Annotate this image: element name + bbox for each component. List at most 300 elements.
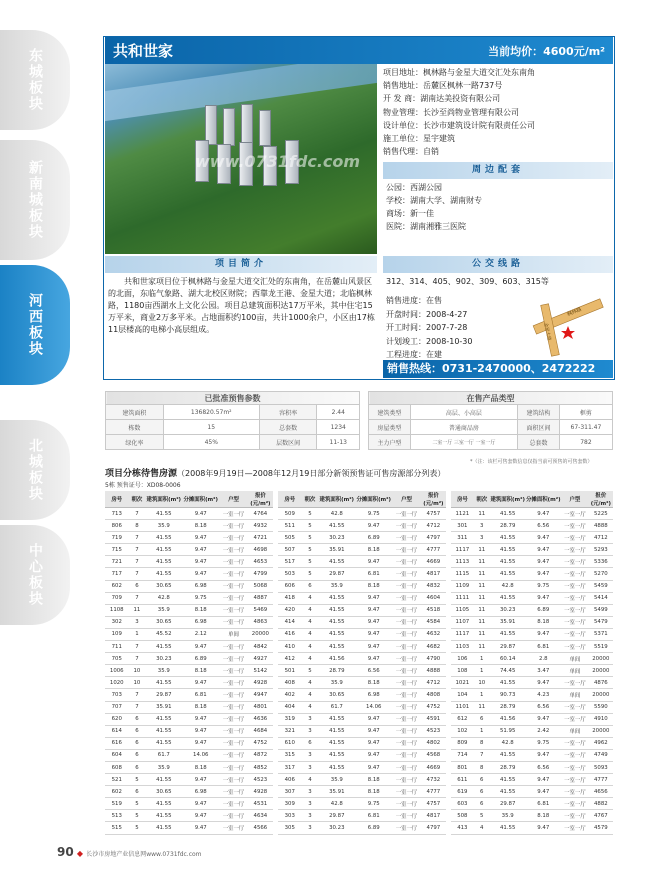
table-cell: 41.55	[145, 737, 182, 749]
col-header: 朝次	[129, 491, 146, 508]
table-row	[105, 713, 273, 725]
table-row	[451, 580, 613, 592]
table-cell: 614	[105, 725, 129, 737]
table-cell: 29.87	[145, 689, 182, 701]
table-cell: 311	[451, 532, 474, 544]
table-cell: 单间	[561, 725, 589, 737]
table-cell: 9.47	[525, 749, 561, 761]
table-cell: 一室一厅	[219, 725, 248, 737]
table-cell: 9.47	[182, 568, 219, 580]
table-cell: 一室一厅	[219, 737, 248, 749]
tab-hexi[interactable]: 河西板块	[0, 265, 70, 385]
table-row	[451, 798, 613, 810]
table-cell: 一室一厅	[561, 774, 589, 786]
table-cell: 41.56	[490, 713, 526, 725]
table-row	[451, 749, 613, 761]
table-cell: 41.55	[145, 641, 182, 653]
table-cell: 一室一厅	[219, 556, 248, 568]
table-cell: 9.47	[525, 786, 561, 798]
table-cell: 一室一厅	[392, 689, 421, 701]
table-cell: 35.9	[145, 520, 182, 532]
table-row	[278, 604, 446, 616]
table-cell: 619	[451, 786, 474, 798]
table-cell: 9.47	[355, 749, 392, 761]
table-cell: 3	[302, 725, 319, 737]
table-cell: 5093	[589, 761, 613, 773]
table-cell: 4	[302, 616, 319, 628]
table-cell: 41.55	[490, 544, 526, 556]
table-row	[278, 713, 446, 725]
table-cell: 41.55	[490, 592, 526, 604]
table-cell: 9.47	[525, 774, 561, 786]
table-cell: 5	[129, 798, 146, 810]
table-cell: 一室一厅	[561, 592, 589, 604]
table-cell: 4579	[589, 822, 613, 834]
table-cell: 35.9	[318, 677, 355, 689]
table-cell: 28.79	[490, 761, 526, 773]
table-cell: 4852	[248, 761, 273, 773]
table-row	[451, 520, 613, 532]
table-cell: 9.75	[525, 580, 561, 592]
table-cell: 3.47	[525, 665, 561, 677]
table-cell: 9.75	[525, 737, 561, 749]
table-row	[451, 713, 613, 725]
table-cell: 41.55	[318, 737, 355, 749]
table-cell: 6	[302, 580, 319, 592]
table-cell: 4799	[248, 568, 273, 580]
table-cell: 3	[129, 616, 146, 628]
table-cell: 41.55	[490, 677, 526, 689]
table-cell: 521	[105, 774, 129, 786]
table-cell: 3	[302, 786, 319, 798]
table-cell: 11	[474, 628, 490, 640]
table-cell: 4591	[421, 713, 446, 725]
table-cell: 6.81	[355, 810, 392, 822]
table-cell: 404	[278, 701, 302, 713]
table-cell: 一室一厅	[392, 653, 421, 665]
table-cell: 7	[474, 749, 490, 761]
table-cell: 7	[129, 508, 146, 520]
table-cell: 4	[474, 822, 490, 834]
table-cell: 4669	[421, 556, 446, 568]
table-cell: 单间	[219, 628, 248, 640]
table-cell: 707	[105, 701, 129, 713]
table-cell: 4698	[248, 544, 273, 556]
tab-beicheng[interactable]: 北城板块	[0, 420, 70, 520]
table-cell: 一室一厅	[219, 641, 248, 653]
table-cell: 41.55	[145, 532, 182, 544]
table-cell: 319	[278, 713, 302, 725]
table-cell: 41.55	[490, 556, 526, 568]
col-header: 分摊面积(m²)	[525, 491, 561, 508]
table-cell: 20000	[589, 653, 613, 665]
col-header: 户型	[392, 491, 421, 508]
location-star-icon	[561, 326, 575, 339]
table-cell: 4523	[248, 774, 273, 786]
table-cell: 4928	[248, 677, 273, 689]
table-cell: 5142	[248, 665, 273, 677]
table-cell: 9.47	[182, 532, 219, 544]
table-cell: 5371	[589, 628, 613, 640]
table-cell: 一室一厅	[219, 580, 248, 592]
table-cell: 一室一厅	[219, 774, 248, 786]
table-cell: 41.55	[318, 725, 355, 737]
table-row	[278, 520, 446, 532]
table-cell: 一室一厅	[219, 822, 248, 834]
table-cell: 6.56	[525, 701, 561, 713]
table-cell: 503	[278, 568, 302, 580]
table-cell: 511	[278, 520, 302, 532]
table-cell: 4	[302, 641, 319, 653]
section-head-bus: 公交线路	[383, 256, 613, 273]
table-cell: 一室一厅	[561, 628, 589, 640]
table-cell: 11	[474, 568, 490, 580]
bus-lines: 312、314、405、902、309、603、315等	[386, 277, 549, 286]
map-road-side: 金星大道	[542, 322, 552, 342]
col-header: 报价(元/m²)	[421, 491, 446, 508]
table-cell: 9.47	[355, 725, 392, 737]
table-cell: 6	[129, 737, 146, 749]
table-cell: 一室一厅	[219, 810, 248, 822]
listing-table-1	[105, 491, 273, 835]
table-cell: 一室一厅	[392, 520, 421, 532]
table-cell: 41.55	[490, 508, 526, 520]
table-cell: 1	[474, 689, 490, 701]
table-cell: 9.47	[525, 677, 561, 689]
table-cell: 41.55	[490, 774, 526, 786]
table-cell: 4817	[421, 568, 446, 580]
table-cell: 9.47	[525, 592, 561, 604]
table-cell: 9.47	[182, 556, 219, 568]
table-cell: 30.65	[145, 786, 182, 798]
table-cell: 45.52	[145, 628, 182, 640]
table-cell: 9.75	[355, 798, 392, 810]
table-cell: 4910	[589, 713, 613, 725]
table-cell: 9.47	[182, 544, 219, 556]
table-cell: 5469	[248, 604, 273, 616]
table-row	[451, 568, 613, 580]
table-cell: 6.89	[182, 653, 219, 665]
table-cell: 416	[278, 628, 302, 640]
table-row	[278, 665, 446, 677]
table-cell: 一室一厅	[392, 556, 421, 568]
table-cell: 35.9	[318, 580, 355, 592]
table-cell: 5499	[589, 604, 613, 616]
table-cell: 单间	[561, 665, 589, 677]
table-cell: 一室一厅	[219, 616, 248, 628]
table-cell: 一室一厅	[392, 798, 421, 810]
table-cell: 41.55	[145, 508, 182, 520]
table-cell: 3	[302, 749, 319, 761]
table-row	[105, 701, 273, 713]
table-cell: 一室一厅	[392, 568, 421, 580]
table-cell: 42.8	[145, 592, 182, 604]
watermark-text: www.0731fdc.com	[195, 152, 361, 171]
table-cell: 420	[278, 604, 302, 616]
table-cell: 30.65	[145, 580, 182, 592]
table-cell: 一室一厅	[219, 520, 248, 532]
table-cell: 6	[129, 786, 146, 798]
table-cell: 一室一厅	[392, 701, 421, 713]
table-cell: 611	[451, 774, 474, 786]
table-cell: 9.47	[525, 544, 561, 556]
table-cell: 4842	[248, 641, 273, 653]
table-cell: 6	[129, 580, 146, 592]
table-cell: 41.55	[490, 749, 526, 761]
tab-zhongxin[interactable]: 中心板块	[0, 525, 70, 625]
table-cell: 4777	[421, 786, 446, 798]
table-cell: 321	[278, 725, 302, 737]
table-cell: 7	[129, 556, 146, 568]
table-cell: 41.55	[145, 810, 182, 822]
table-cell: 4927	[248, 653, 273, 665]
table-cell: 35.9	[145, 665, 182, 677]
table-cell: 一室一厅	[561, 616, 589, 628]
table-cell: 41.55	[145, 544, 182, 556]
table-cell: 714	[451, 749, 474, 761]
table-cell: 410	[278, 641, 302, 653]
table-cell: 11	[474, 616, 490, 628]
table-cell: 一室一厅	[392, 810, 421, 822]
table-row	[105, 616, 273, 628]
table-row	[451, 677, 613, 689]
table-row	[278, 616, 446, 628]
table-cell: 一室一厅	[392, 774, 421, 786]
table-row	[278, 532, 446, 544]
table-cell: 8	[129, 520, 146, 532]
table-cell: 一室一厅	[219, 592, 248, 604]
table-cell: 41.55	[145, 822, 182, 834]
listing-table-2	[278, 491, 446, 835]
table-cell: 6.56	[525, 761, 561, 773]
table-cell: 5	[302, 508, 319, 520]
table-cell: 7	[129, 701, 146, 713]
col-header: 报价(元/m²)	[248, 491, 273, 508]
table-row	[105, 689, 273, 701]
table-cell: 315	[278, 749, 302, 761]
table-cell: 35.9	[490, 810, 526, 822]
table-cell: 1115	[451, 568, 474, 580]
table-cell: 4790	[421, 653, 446, 665]
table-cell: 412	[278, 653, 302, 665]
table-cell: 3	[302, 798, 319, 810]
table-cell: 2.8	[525, 653, 561, 665]
table-row	[451, 532, 613, 544]
table-cell: 1	[474, 665, 490, 677]
table-cell: 9.47	[182, 508, 219, 520]
table-cell: 602	[105, 786, 129, 798]
table-cell: 9.47	[182, 737, 219, 749]
table-cell: 1103	[451, 641, 474, 653]
product-types-title: 在售产品类型	[369, 392, 613, 405]
table-cell: 102	[451, 725, 474, 737]
table-cell: 7	[129, 532, 146, 544]
table-cell: 1113	[451, 556, 474, 568]
table-cell: 35.9	[145, 604, 182, 616]
table-cell: 4634	[248, 810, 273, 822]
table-cell: 6	[474, 713, 490, 725]
table-cell: 单间	[561, 653, 589, 665]
table-cell: 501	[278, 665, 302, 677]
table-cell: 8.18	[355, 786, 392, 798]
project-intro-text: 共和世家项目位于枫林路与金星大道交汇处的东南角，在岳麓山风景区的北面，东临气象路、湖大北校区财院；西靠龙王港、金星大道；北临枫林路，1180亩西湖水上文化公园。项目总建筑面积达17万平米，其中住宅15万平米，商业2万多平米。占地面积约100亩，共计1000余户，小区由17栋11层楼高的电梯小高层组成。	[108, 277, 375, 334]
table-cell: 721	[105, 556, 129, 568]
sales-schedule: 销售进度：在售 开盘时间：2008-4-27 开工时间：2007-7-28 计划竣工：2008-10-30 工程进度：在建	[386, 296, 473, 359]
table-cell: 28.79	[490, 701, 526, 713]
table-cell: 9.47	[182, 725, 219, 737]
table-cell: 709	[105, 592, 129, 604]
table-cell: 303	[278, 810, 302, 822]
table-cell: 9.47	[355, 641, 392, 653]
table-cell: 7	[129, 568, 146, 580]
table-cell: 9.47	[525, 532, 561, 544]
table-cell: 一室一厅	[219, 713, 248, 725]
table-cell: 一室一厅	[561, 641, 589, 653]
table-cell: 5	[302, 556, 319, 568]
table-cell: 4732	[421, 774, 446, 786]
table-cell: 一室一厅	[392, 713, 421, 725]
table-cell: 42.8	[318, 508, 355, 520]
table-row	[278, 556, 446, 568]
table-cell: 一室一厅	[561, 786, 589, 798]
table-cell: 9.47	[525, 713, 561, 725]
table-cell: 6	[474, 798, 490, 810]
table-cell: 6.89	[355, 822, 392, 834]
table-cell: 一室一厅	[392, 641, 421, 653]
average-price: 当前均价：4600元/m²	[488, 45, 605, 58]
table-cell: 9.47	[182, 641, 219, 653]
table-cell: 4797	[421, 822, 446, 834]
table-cell: 一室一厅	[219, 508, 248, 520]
table-cell: 703	[105, 689, 129, 701]
table-cell: 620	[105, 713, 129, 725]
table-cell: 9.47	[355, 737, 392, 749]
table-cell: 5	[129, 810, 146, 822]
table-cell: 一室一厅	[561, 798, 589, 810]
table-cell: 一室一厅	[392, 604, 421, 616]
table-row	[105, 798, 273, 810]
table-cell: 806	[105, 520, 129, 532]
table-cell: 4797	[421, 532, 446, 544]
table-cell: 1107	[451, 616, 474, 628]
table-cell: 1020	[105, 677, 129, 689]
table-cell: 一室一厅	[392, 592, 421, 604]
table-cell: 9.47	[525, 556, 561, 568]
table-cell: 302	[105, 616, 129, 628]
table-cell: 9.75	[182, 592, 219, 604]
table-row	[278, 641, 446, 653]
table-cell: 4.23	[525, 689, 561, 701]
table-cell: 一室一厅	[561, 580, 589, 592]
table-cell: 4863	[248, 616, 273, 628]
table-row	[105, 544, 273, 556]
table-cell: 4	[302, 653, 319, 665]
table-cell: 41.55	[145, 556, 182, 568]
table-cell: 11	[474, 544, 490, 556]
table-cell: 4523	[421, 725, 446, 737]
table-cell: 108	[451, 665, 474, 677]
table-cell: 6.81	[182, 689, 219, 701]
table-cell: 4	[302, 592, 319, 604]
table-cell: 4808	[421, 689, 446, 701]
col-header: 房号	[278, 491, 302, 508]
table-row	[278, 701, 446, 713]
table-cell: 42.8	[318, 798, 355, 810]
tab-xinnancheng[interactable]: 新南城板块	[0, 140, 70, 260]
table-cell: 一室一厅	[219, 677, 248, 689]
col-header: 建筑面积(m²)	[318, 491, 355, 508]
table-cell: 6.89	[525, 604, 561, 616]
table-row	[278, 689, 446, 701]
table-footnote: *（注：该栏可售套数信息仅指当前可预售的可售套数）	[470, 459, 593, 465]
table-cell: 一室一厅	[561, 701, 589, 713]
table-cell: 29.87	[490, 641, 526, 653]
table-cell: 4817	[421, 810, 446, 822]
table-cell: 5	[302, 532, 319, 544]
table-cell: 1	[474, 725, 490, 737]
table-cell: 7	[129, 689, 146, 701]
table-cell: 612	[451, 713, 474, 725]
table-cell: 9.47	[525, 508, 561, 520]
table-row	[278, 761, 446, 773]
table-cell: 4531	[248, 798, 273, 810]
project-info: 项目地址：枫林路与金星大道交汇处东南角 销售地址：岳麓区枫林一路737号 开 发 商：湖南达美投资有限公司 物业管理：长沙至尚物业管理有限公司 设计单位：长沙市建筑设计院有限责任公司 施工单位：星宇建筑 销售代理：自销	[383, 68, 535, 157]
table-cell: 1105	[451, 604, 474, 616]
table-cell: 7	[129, 592, 146, 604]
table-row	[451, 689, 613, 701]
table-row	[105, 532, 273, 544]
location-map	[528, 294, 608, 358]
table-row	[105, 653, 273, 665]
project-header	[105, 37, 613, 64]
table-cell: 9.47	[355, 628, 392, 640]
table-cell: 4752	[248, 737, 273, 749]
table-row	[105, 568, 273, 580]
table-cell: 1101	[451, 701, 474, 713]
col-header: 分摊面积(m²)	[182, 491, 219, 508]
table-cell: 305	[278, 822, 302, 834]
tab-dongcheng[interactable]: 东城板块	[0, 30, 70, 130]
table-cell: 4802	[421, 737, 446, 749]
table-cell: 1117	[451, 544, 474, 556]
table-cell: 90.73	[490, 689, 526, 701]
table-cell: 一室一厅	[219, 798, 248, 810]
table-cell: 41.55	[145, 798, 182, 810]
table-cell: 1109	[451, 580, 474, 592]
table-cell: 11	[474, 556, 490, 568]
table-cell: 41.55	[490, 568, 526, 580]
table-cell: 6.98	[182, 580, 219, 592]
table-cell: 30.65	[145, 616, 182, 628]
table-cell: 413	[451, 822, 474, 834]
table-row	[278, 749, 446, 761]
table-cell: 35.91	[318, 544, 355, 556]
table-cell: 4757	[421, 798, 446, 810]
table-cell: 610	[278, 737, 302, 749]
table-cell: 10	[129, 677, 146, 689]
table-cell: 4712	[421, 520, 446, 532]
table-row	[105, 556, 273, 568]
table-row	[451, 701, 613, 713]
table-cell: 1	[474, 653, 490, 665]
table-cell: 一室一厅	[392, 544, 421, 556]
table-cell: 509	[278, 508, 302, 520]
table-cell: 719	[105, 532, 129, 544]
around-facilities: 公园：西湖公园 学校：湖南大学、湖南财专 商场：新一佳 医院：湖南湘雅三医院	[386, 183, 482, 231]
table-cell: 35.91	[490, 616, 526, 628]
table-cell: 408	[278, 677, 302, 689]
table-cell: 5	[302, 568, 319, 580]
